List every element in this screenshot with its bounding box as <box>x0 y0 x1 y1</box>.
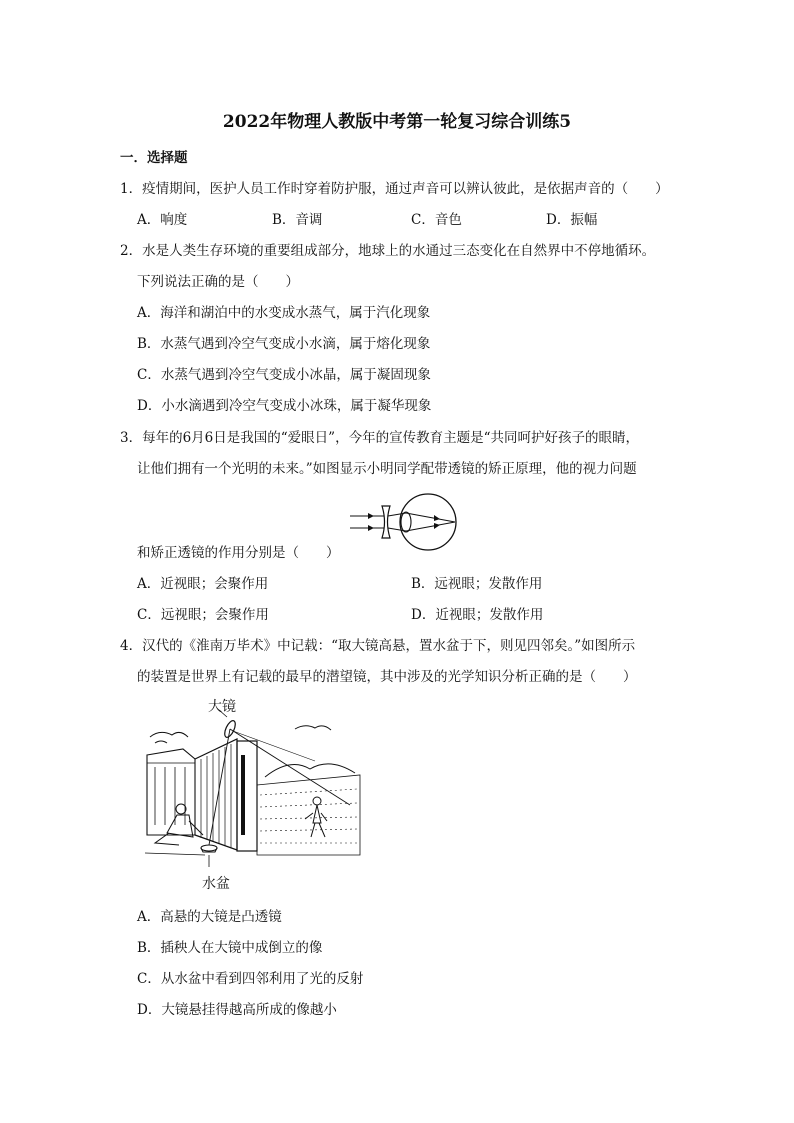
q4-option-c: C．从水盆中看到四邻利用了光的反射 <box>137 971 364 987</box>
q4-stem-line1: 4．汉代的《淮南万毕术》中记载：“取大镜高悬，置水盆于下，则见四邻矣。”如图所示 <box>120 638 636 654</box>
section-heading: 一．选择题 <box>120 150 188 166</box>
eye-lens-diagram <box>348 492 458 552</box>
q1-option-c: C．音色 <box>411 212 462 228</box>
q4-stem-line2: 的装置是世界上有记载的最早的潜望镜，其中涉及的光学知识分析正确的是（ ） <box>137 669 637 685</box>
q2-option-a: A．海洋和湖泊中的水变成水蒸气，属于汽化现象 <box>137 305 431 321</box>
q3-option-a: A．近视眼；会聚作用 <box>137 576 269 592</box>
q2-option-c: C．水蒸气遇到冷空气变成小冰晶，属于凝固现象 <box>137 367 431 383</box>
q3-stem-line3: 和矫正透镜的作用分别是（ ） <box>137 545 340 561</box>
figure-label-basin: 水盆 <box>202 876 230 892</box>
q3-option-b: B．远视眼；发散作用 <box>411 576 543 592</box>
q2-stem-line1: 2．水是人类生存环境的重要组成部分，地球上的水通过三态变化在自然界中不停地循环。 <box>120 243 656 259</box>
q4-option-b: B．插秧人在大镜中成倒立的像 <box>137 940 323 956</box>
figure-label-mirror: 大镜 <box>208 699 236 715</box>
q1-stem: 1．疫情期间，医护人员工作时穿着防护服，通过声音可以辨认彼此，是依据声音的（ ） <box>120 181 669 197</box>
q3-stem-line2: 让他们拥有一个光明的未来。”如图显示小明同学配带透镜的矫正原理，他的视力问题 <box>137 461 637 477</box>
q4-option-d: D．大镜悬挂得越高所成的像越小 <box>137 1002 337 1018</box>
q2-option-d: D．小水滴遇到冷空气变成小冰珠，属于凝华现象 <box>137 398 432 414</box>
q1-option-a: A．响度 <box>137 212 188 228</box>
q3-option-c: C．远视眼；会聚作用 <box>137 607 269 623</box>
q4-option-a: A．高悬的大镜是凸透镜 <box>137 909 282 925</box>
q2-option-b: B．水蒸气遇到冷空气变成小水滴，属于熔化现象 <box>137 336 431 352</box>
q1-option-b: B．音调 <box>272 212 323 228</box>
periscope-illustration <box>145 715 360 860</box>
q2-stem-line2: 下列说法正确的是（ ） <box>137 274 299 290</box>
q3-stem-line1: 3．每年的6月6日是我国的“爱眼日”，今年的宣传教育主题是“共同呵护好孩子的眼睛， <box>120 430 639 446</box>
q1-option-d: D．振幅 <box>546 212 598 228</box>
page-title: 2022年物理人教版中考第一轮复习综合训练5 <box>222 112 572 132</box>
q3-option-d: D．近视眼；发散作用 <box>411 607 544 623</box>
